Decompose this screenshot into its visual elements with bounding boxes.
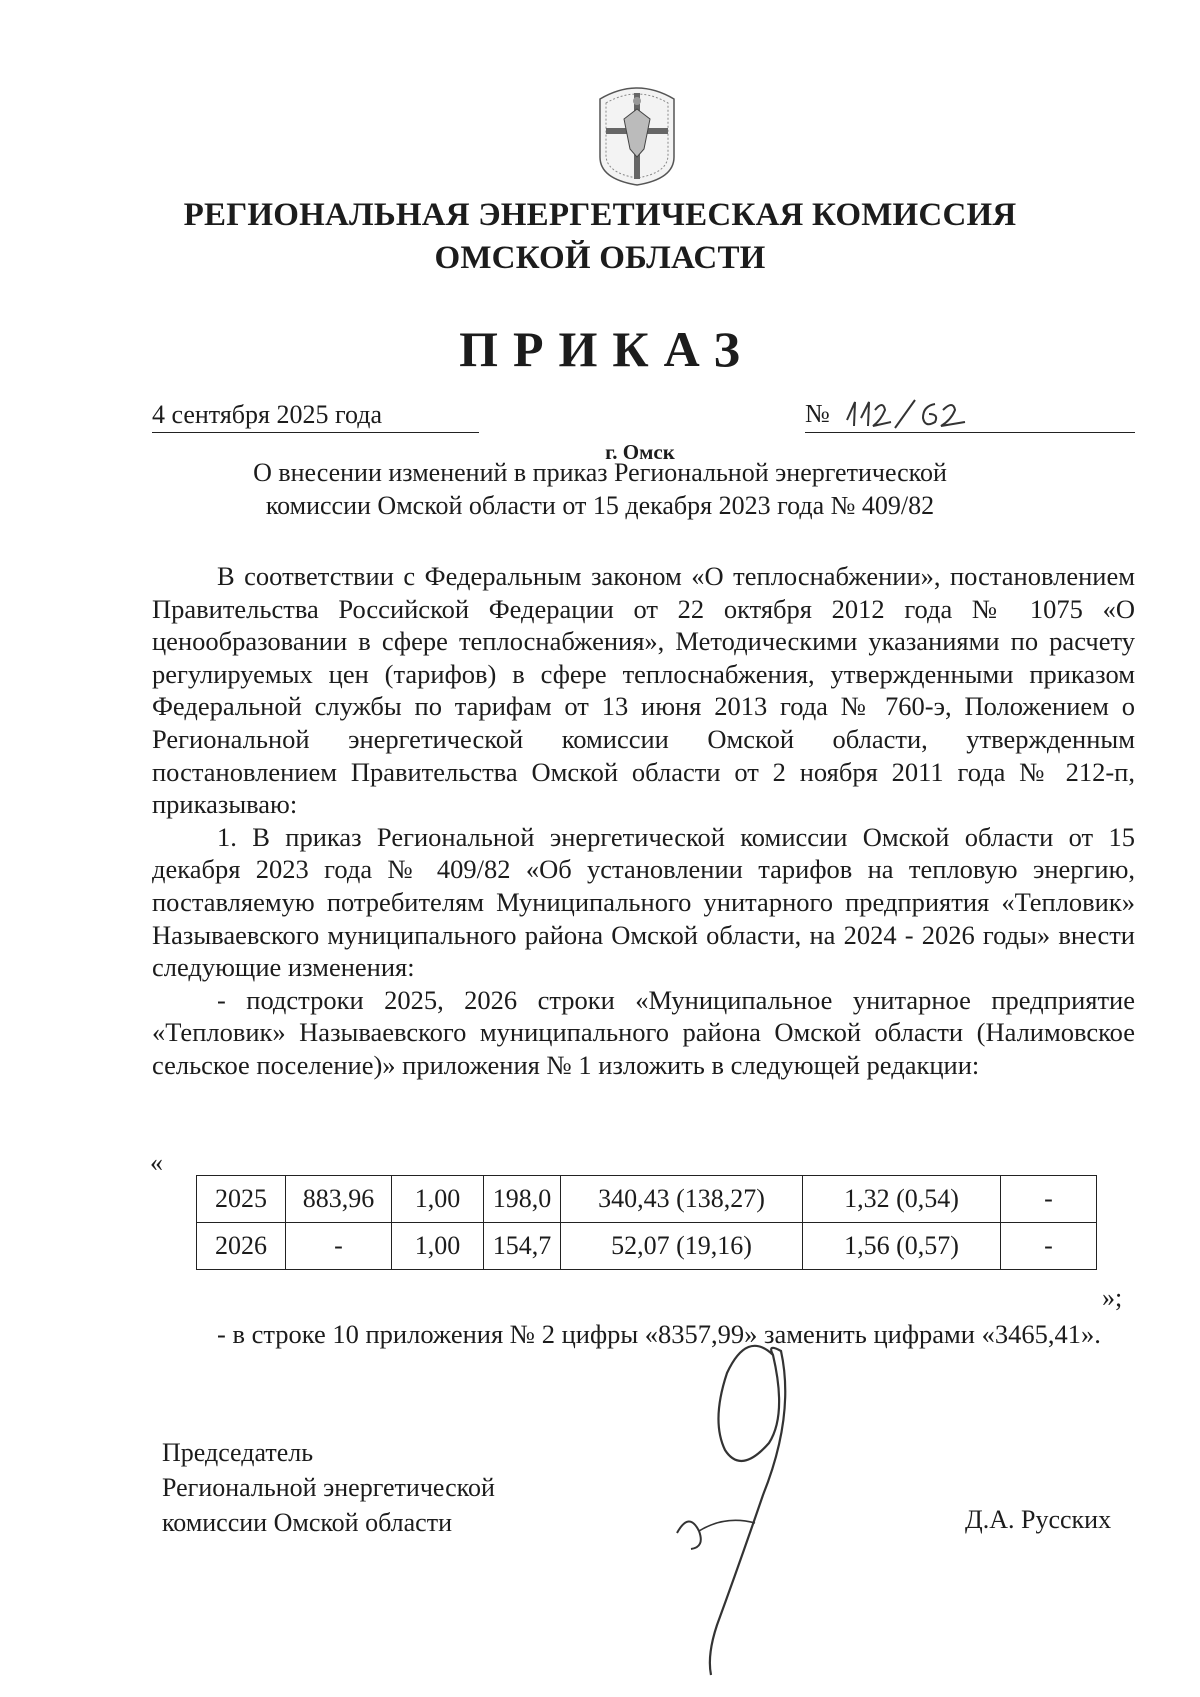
item1-dash2-block [152,1318,1135,1351]
quote-close: »; [1102,1283,1123,1312]
table-cell: - [1001,1176,1097,1223]
body-text [152,560,1135,1082]
signatory-title-line1: Председатель [162,1438,314,1467]
signatory-name: Д.А. Русских [965,1505,1112,1534]
subject-line2: комиссии Омской области от 15 декабря 2023 года № 409/82 [265,491,935,520]
coat-of-arms-emblem [594,79,680,187]
signatory-title [162,1435,495,1540]
item1-paragraph: 1. В приказ Региональной энергетической комиссии Омской области от 15 декабря 2023 года № 409/82 «Об установлении тарифов на тепловую энергию, поставляемую потребителям Муниципального унитарного предприятия «Тепловик» Называевского муниципального района Омской области, на 2024 - 2026 годы» внести следующие изменения: [152,821,1135,983]
signatory-title-line3: комиссии Омской области [162,1508,452,1537]
organization-name-line1: РЕГИОНАЛЬНАЯ ЭНЕРГЕТИЧЕСКАЯ КОМИССИЯ [183,197,1017,233]
table-cell: 2026 [197,1223,286,1270]
table-cell: 154,7 [484,1223,561,1270]
table-cell: 1,00 [392,1223,484,1270]
quote-open: « [150,1148,163,1177]
table-cell: 883,96 [286,1176,392,1223]
handwritten-signature [655,1325,820,1685]
table-cell: 1,56 (0,57) [803,1223,1001,1270]
table-cell: - [1001,1223,1097,1270]
table-cell: 52,07 (19,16) [561,1223,803,1270]
tariff-table [196,1175,1097,1270]
preamble-paragraph: В соответствии с Федеральным законом «О теплоснабжении», постановлением Правительства Российской Федерации от 22 октября 2012 года № 1075 «О ценообразовании в сфере теплоснабжения», Методическими указаниями по расчету регулируемых цен (тарифов) в сфере теплоснабжения, утвержденными приказом Федеральной службы по тарифам от 13 июня 2013 года № 760-э, Положением о Региональной энергетической комиссии Омской области, утвержденным постановлением Правительства Омской области от 2 ноября 2011 года № 212-п, приказываю: [152,561,1135,820]
table-cell: 340,43 (138,27) [561,1176,803,1223]
order-date: 4 сентября 2025 года [152,400,479,433]
table-cell: 1,00 [392,1176,484,1223]
organization-name-line2: ОМСКОЙ ОБЛАСТИ [434,240,766,276]
table-cell: 1,32 (0,54) [803,1176,1001,1223]
city: г. Омск [605,440,675,464]
item1-dash2-paragraph: - в строке 10 приложения № 2 цифры «8357,99» заменить цифрами «3465,41». [217,1319,1101,1349]
table-row [197,1176,1097,1223]
item1-dash1-paragraph: - подстроки 2025, 2026 строки «Муниципальное унитарное предприятие «Тепловик» Называевского муниципального района Омской области (Налимовское сельское поселение)» приложения № 1 изложить в следующей редакции: [152,984,1135,1080]
document-type-title: ПРИКАЗ [459,321,755,377]
table-row [197,1223,1097,1270]
table-cell: 2025 [197,1176,286,1223]
order-number-line [805,398,1135,433]
number-sign: № [805,399,830,428]
handwritten-order-number [839,396,989,432]
signatory-title-line2: Региональной энергетической [162,1473,495,1502]
table-cell: - [286,1223,392,1270]
table-cell: 198,0 [484,1176,561,1223]
subject-line1: О внесении изменений в приказ Региональной энергетической [253,458,947,487]
